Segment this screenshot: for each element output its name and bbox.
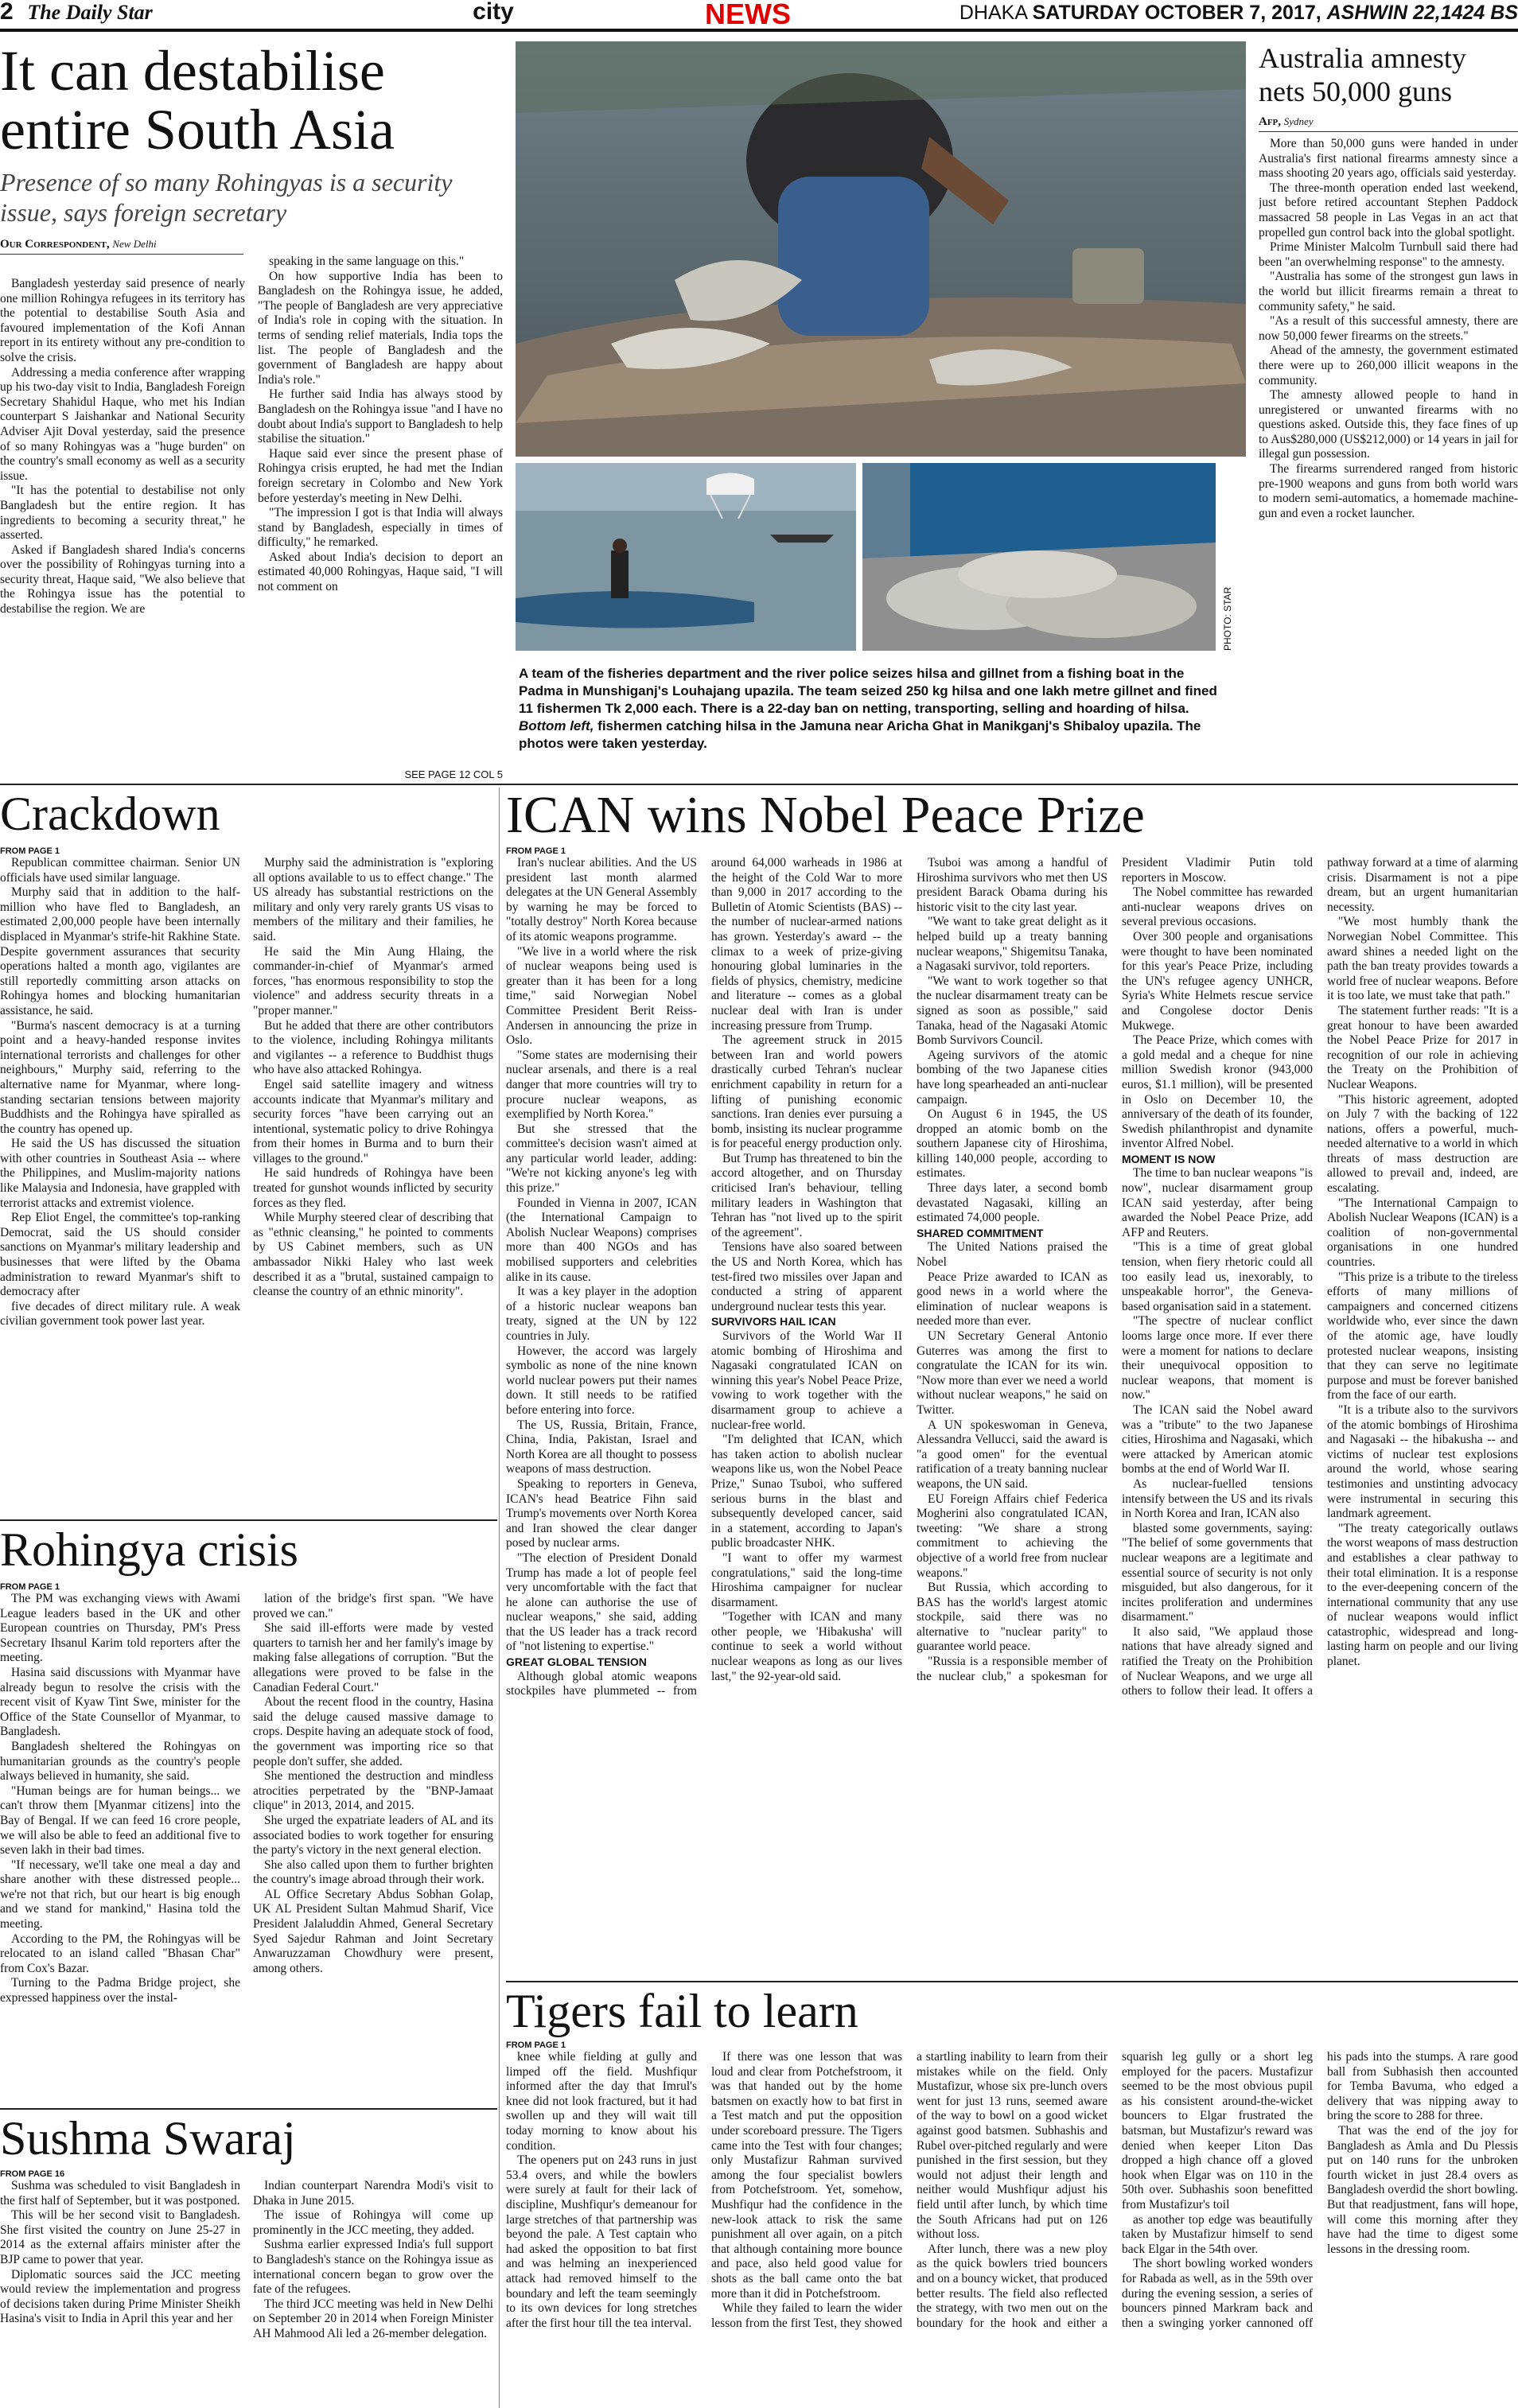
ican-paragraph: "Some states are modernising their nuclear arsenals, and there is a real danger that more countries will try to procure nuclear weapons, as exemplified by North Korea." [506, 1048, 697, 1122]
ican-paragraph: Although global atomic weapons stockpiles have plummeted -- from around 64,000 warheads in 1986 at the height of the Cold War to more than 9,000 in 2017 according to the Bulletin of Atomic Scientists (BAS) -- the number of nuclear-armed nations has grown. Yesterday's award -- the climax to a week of prize-giving honouring global luminaries in the fields of physics, chemistry, medicine and literature -- comes as a global nuclear deal with Iran is under increasing pressure from Trump. [506, 856, 902, 1698]
ican-paragraph: "The treaty categorically outlaws the worst weapons of mass destruction and establishes a clear pathway to their total elimination. It is a response to the ever-deepening concern of the international community that any use of nuclear weapons would inflict catastrophic, widespread and long-lasting harm on people and our living planet. [1327, 1521, 1518, 1669]
ican-paragraph: But Trump has threatened to bin the accord altogether, and on Thursday criticised Iran's behaviour, telling military leaders in Washington that Tehran has "not lived up to the spirit of the agreement". [711, 1151, 902, 1239]
lead-paragraph: He further said India has always stood by Bangladesh on the Rohingya issue "and I have no doubt about India's support to Bangladesh to help stabilise the situation." [258, 387, 503, 446]
ican-paragraph: The United Nations praised the Nobel [917, 1240, 1107, 1270]
ican-paragraph: The ICAN said the Nobel award was a "tribute" to the two Japanese cities, Hiroshima and Nagasaki, which were attacked by American atomic bombs at the end of World War II. [1122, 1402, 1313, 1476]
sushma-paragraph: Diplomatic sources said the JCC meeting would review the implementation and progress of decisions taken during Prime Minister Sheikh Hasina's visit to India in April this year and her [0, 2267, 240, 2326]
ican-story [506, 788, 1518, 1997]
ican-paragraph: UN Secretary General Antonio Guterres was among the first to congratulate the ICAN for its win. "Now more than ever we need a world without nuclear weapons," he said on Twitter. [917, 1329, 1107, 1417]
byline-place: New Delhi [112, 238, 157, 250]
rohingya-paragraph: According to the PM, the Rohingyas will be relocated to an island called "Bhasan Char" from Cox's Bazar. [0, 1931, 240, 1975]
ican-paragraph: "Together with ICAN and many other people, we 'Hibakusha' will continue to seek a world without nuclear weapons as long as our lives last," the 92-year-old said. [711, 1610, 902, 1683]
ican-paragraph: However, the accord was largely symbolic as none of the nine known world nuclear powers put their names down. It still needs to be ratified before entering into force. [506, 1344, 697, 1417]
lead-paragraph: Asked about India's decision to deport an estimated 40,000 Rohingyas, Haque said, "I will not comment on [258, 550, 503, 594]
tigers-paragraph: After lunch, there was a new ploy as the quick bowlers tried bouncers and on a bouncy wicket, that produced better results. The field also reflected the strategy, with two men out on the boundary for the hook and either a squarish leg gully or a short leg employed for the pacers. Mustafizur seemed to be the most obvious pupil as his consistent around-the-wicket bouncers to Elgar frustrated the batsman, but Mustafizur's reward was denied when keeper Liton Das dropped a high chance off a gloved hook when Elgar was on 110 in the 50th over. Subhashis soon benefitted from Mustafizur's toil [917, 2050, 1313, 2330]
rohingya-paragraph: She said ill-efforts were made by vested quarters to tarnish her and her family's image by making false allegations of corruption. "But the allegations were proved to be false in the Canadian Federal Court." [253, 1621, 493, 1694]
ican-paragraph: But she stressed that the committee's decision wasn't aimed at any particular world leader, adding: "We're not kicking anyone's leg with this prize." [506, 1122, 697, 1196]
ican-paragraph: It was a key player in the adoption of a historic nuclear weapons ban treaty, signed at the UN by 122 countries in July. [506, 1285, 697, 1343]
ican-paragraph: GREAT GLOBAL TENSION [506, 1655, 647, 1669]
ican-paragraph: It also said, "We applaud those nations that have already signed and ratified the Treaty on the Prohibition of Nuclear Weapons, and we urge all others to follow their lead. It offers a pathway forward at a time of alarming crisis. Disarmament is not a pipe dream, but an urgent humanitarian necessity. [1122, 856, 1518, 1698]
crackdown-from: FROM PAGE 1 [0, 846, 60, 856]
rohingya-paragraph: Bangladesh sheltered the Rohingyas on humanitarian grounds as the country's people always believed in humanity, she said. [0, 1739, 240, 1784]
crackdown-paragraph: five decades of direct military rule. A weak civilian government took power last year. [0, 1299, 240, 1328]
byline-author: Our Correspondent, [0, 238, 110, 251]
ican-paragraph: On August 6 in 1945, the US dropped an atomic bomb on the southern Japanese city of Hiroshima, killing 140,000 people, according to estimates. [917, 1107, 1107, 1181]
photo-block [516, 41, 1246, 796]
rohingya-paragraph: She urged the expatriate leaders of AL and its associated bodies to work together for ensuring the party's victory in the next general election. [253, 1813, 493, 1858]
lead-byline [0, 237, 243, 255]
australia-body [1259, 137, 1518, 789]
ican-paragraph: Tsuboi was among a handful of Hiroshima survivors who met then US president Barack Obama during his historic visit to the city last year. [917, 856, 1107, 914]
ican-body [506, 856, 1518, 1986]
ican-paragraph: blasted some governments, saying: "The belief of some governments that nuclear weapons are a legitimate and essential source of security is not only misguided, but also dangerous, for it incites proliferation and undermines disarmament." [1122, 1521, 1313, 1624]
divider-1 [0, 784, 1518, 785]
crackdown-paragraph: But he added that there are other contributors to the violence, including Rohingya militants and vigilantes -- a reference to Buddhist thugs who have also attacked Rohingya. [253, 1018, 493, 1077]
crackdown-paragraph: Murphy said the administration is "exploring all options available to us to effect change." The US already has substantial restrictions on the military and only very rarely grants US visas to members of the military and their families, he said. [253, 856, 493, 943]
australia-paragraph: "Australia has some of the strongest gun laws in the world but illicit firearms remain a threat to community safety," he said. [1259, 270, 1518, 313]
ican-paragraph: "The election of President Donald Trump has made a lot of people feel very uncomfortable with the fact that he alone can authorise the use of nuclear weapons," she said, adding that the US leader has a track record of "not listening to expertise." [506, 1550, 697, 1654]
tigers-paragraph: If there was one lesson that was loud and clear from Potchefstroom, it was that handed out by the home batsmen on exactly how to bat first in a Test match and put the opposition under scoreboard pressure. The Tigers came into the Test with four changes; only Mustafizur Rahman survived among the four specialist bowlers from Potchefstroom. Yet, somehow, Mushfiqur had the confidence in the new-look attack to risk the same punishment all over again, on a pitch that although containing more bounce and pace, also held good value for shots as the ball came onto the bat more than it did in Potchefstroom. [711, 2050, 902, 2301]
rohingya-headline[interactable]: Rohingya crisis [0, 1523, 298, 1576]
ican-from: FROM PAGE 1 [506, 846, 566, 856]
ican-paragraph: The statement further reads: "It is a great honour to have been awarded the Nobel Peace Prize for 2017 in recognition of our role in achieving the Treaty on the Prohibition of Nuclear Weapons. [1327, 1003, 1518, 1091]
ican-paragraph: As nuclear-fuelled tensions intensify between the US and its rivals in North Korea and Iran, ICAN also [1122, 1476, 1313, 1521]
ican-paragraph: "We want to take great delight as it helped build up a treaty banning nuclear weapons," Shigemitsu Tanaka, a Nagasaki survivor, told reporters. [917, 915, 1107, 974]
ican-paragraph: Survivors of the World War II atomic bombing of Hiroshima and Nagasaki congratulated ICAN on winning this year's Nobel Peace Prize, vowing to work together with the disarmament group to achieve a nuclear-free world. [711, 1329, 902, 1432]
rohingya-paragraph: Hasina said discussions with Myanmar have already begun to resolve the crisis with the recent visit of Kyaw Tint Swe, minister for the Office of the State Counsellor of Myanmar, to Bangladesh. [0, 1665, 240, 1739]
crackdown-paragraph: Murphy said that in addition to the half-million who have fled to Bangladesh, an estimated 2,00,000 people have been internally displaced in Myanmar's strife-hit Rakhine State. Despite government assurances that security operations halted a month ago, vigilantes are still reportedly committing arson attacks on Rohingya homes and blocking humanitarian assistance, he said. [0, 885, 240, 1017]
sushma-paragraph: The issue of Rohingya will come up prominently in the JCC meeting, they added. [253, 2208, 493, 2237]
ican-paragraph: The agreement struck in 2015 between Iran and world powers drastically curbed Tehran's nuclear enrichment capability in return for a lifting of punishing economic sanctions. Iran denies ever pursuing a bomb, insisting its nuclear programme is for peaceful energy production only. [711, 1033, 902, 1151]
tigers-paragraph: While they failed to learn the wider lesson from the first Test, they showed a startling inability to learn from their mistakes while on the field. Only Mustafizur, whose six pre-lunch overs went for just 13 runs, seemed aware of the way to bowl on a good wicket against good batsmen. Subhashis and Rubel over-pitched regularly and were punished in the first session, but they would not adjust their length and neither would Mushfiqur adjust his field until after lunch, by which time the South Africans had put on 126 without loss. [711, 2050, 1107, 2330]
ican-paragraph: "The spectre of nuclear conflict looms large once more. If ever there were a moment for nations to declare their unequivocal opposition to nuclear weapons, that moment is now." [1122, 1314, 1313, 1402]
australia-paragraph: The amnesty allowed people to hand in unregistered or unwanted firearms with no questions asked. Outside this, they face fines of up to Aus$280,000 (US$212,000) or 14 years in jail for illegal gun possession. [1259, 388, 1518, 461]
photo-credit: PHOTO: STAR [1222, 586, 1233, 651]
crackdown-paragraph: He said the Min Aung Hlaing, the commander-in-chief of Myanmar's armed forces, "has enormous responsibility to stop the violence" and address security threats in a "proper manner." [253, 944, 493, 1017]
sushma-paragraph: This will be her second visit to Bangladesh. She first visited the country on June 25-27 in 2014 as the external affairs minister after the BJP came to power that year. [0, 2208, 240, 2266]
ican-paragraph: "This is a time of great global tension, when fiery rhetoric could all too easily lead us, inexorably, to unspeakable horror", the Geneva-based organisation said in a statement. [1122, 1240, 1313, 1313]
tigers-paragraph: as another top edge was beautifully taken by Mustafizur himself to send back Elgar in the 54th over. [1122, 2212, 1313, 2256]
crackdown-paragraph: While Murphy steered clear of describing that as "ethnic cleansing," he pointed to comments by US Cabinet members, such as UN ambassador Nikki Haley who last week described it as a "brutal, sustained campaign to cleanse the country of an ethnic minority". [253, 1211, 493, 1299]
ican-paragraph: "I'm delighted that ICAN, which has taken action to abolish nuclear weapons like us, won the Nobel Peace Prize," Sunao Tsuboi, who suffered serious burns in the blast and subsequently developed cancer, said in a statement, according to Japan's public broadcaster NHK. [711, 1433, 902, 1550]
rohingya-story [0, 1523, 493, 2104]
ican-paragraph: "The International Campaign to Abolish Nuclear Weapons (ICAN) is a coalition of non-governmental organisations in one hundred countries. [1327, 1196, 1518, 1270]
page-header-left [0, 0, 716, 24]
ican-paragraph: The Peace Prize, which comes with a gold medal and a cheque for nine million Swedish kronor (943,000 euros, $1.1 million), will be presented in Oslo on December 10, the anniversary of the death of its founder, Swedish philanthropist and dynamite inventor Alfred Nobel. [1122, 1033, 1313, 1151]
rohingya-paragraph: "If necessary, we'll take one meal a day and share another with these distressed people... we're not that rich, but our heart is big enough and we stand for mankind," Hasina told the meeting. [0, 1858, 240, 1931]
ican-paragraph: The US, Russia, Britain, France, China, India, Pakistan, Israel and North Korea are all thought to possess weapons of mass destruction. [506, 1418, 697, 1476]
ican-paragraph: "Russia is a responsible member of the nuclear club," a spokesman for President Vladimir Putin told reporters in Moscow. [917, 856, 1313, 1683]
ican-paragraph: "We most humbly thank the Norwegian Nobel Committee. This award shines a needed light on the path the ban treaty provides towards a world free of nuclear weapons. Before it is too late, we must take that path." [1327, 915, 1518, 1003]
seized-hilsa-image [862, 463, 1216, 651]
lead-paragraph: On how supportive India has been to Bangladesh on the Rohingya issue, he added, "The people of Bangladesh are very appreciative of India's role in coping with the situation. In terms of sending relief materials, India tops the list. The people of Bangladesh and the government of Bangladesh are happy about India's role." [258, 269, 503, 387]
ican-paragraph: SURVIVORS HAIL ICAN [711, 1315, 836, 1328]
lead-col-1 [0, 277, 245, 781]
sushma-paragraph: The third JCC meeting was held in New Delhi on September 20 in 2014 when Foreign Minister AH Mahmood Ali led a 26-member delegation. [253, 2297, 493, 2340]
tigers-from: FROM PAGE 1 [506, 2040, 566, 2050]
australia-paragraph: The firearms surrendered ranged from historic pre-1900 weapons and guns from both world wars to modern semi-automatics, a homemade machine-gun and even a rocket launcher. [1259, 462, 1518, 520]
tigers-paragraph: That was the end of the joy for Bangladesh as Amla and Du Plessis put on 140 runs for the unbroken fourth wicket in just 28.4 overs as Bangladesh overdid the short bowling. But that readjustment, fans will hope, will come this morning after they have had the time to digest some lessons in the dressing room. [1327, 2123, 1518, 2256]
sushma-paragraph: Sushma earlier expressed India's full support to Bangladesh's stance on the Rohingya issue as international concern began to grow over the fate of the refugees. [253, 2238, 493, 2297]
sushma-paragraph: Indian counterpart Narendra Modi's visit to Dhaka in June 2015. [253, 2179, 493, 2208]
divider-4 [506, 1981, 1518, 1982]
lead-deck: Presence of so many Rohingyas is a security issue, says foreign secretary [0, 168, 453, 227]
crackdown-paragraph: He said hundreds of Rohingya have been treated for gunshot wounds inflicted by security forces as they fled. [253, 1166, 493, 1210]
ican-paragraph: Three days later, a second bomb devastated Nagasaki, killing an estimated 74,000 people. [917, 1181, 1107, 1225]
rohingya-paragraph: About the recent flood in the country, Hasina said the deluge caused massive damage to crops. Despite having an adequate stock of food, the government was importing rice so that people don't suffer, she added. [253, 1695, 493, 1768]
ican-paragraph: EU Foreign Affairs chief Federica Mogherini also congratulated ICAN, tweeting: "We share a strong commitment to achieving the objective of a world free from nuclear weapons." [917, 1492, 1107, 1580]
australia-byline [1259, 115, 1518, 132]
crackdown-paragraph: He said the US has discussed the situation with other countries in Southeast Asia -- where the Philippines, and Muslim-majority nations like Malaysia and Indonesia, have grappled with terrorist attacks and extremist violence. [0, 1137, 240, 1210]
sushma-body [0, 2179, 493, 2402]
tigers-headline[interactable]: Tigers fail to learn [506, 1985, 858, 2037]
rohingya-paragraph: "Human beings are for human beings... we can't throw them [Myanmar citizens] into the Bay of Bengal. If we can feed 16 crore people, we will also be able to feed an additional five to seven lakh in their bad times. [0, 1784, 240, 1858]
rohingya-paragraph: The PM was exchanging views with Awami League leaders based in the UK and other European countries on Thursday, PM's Press Secretary Ihsanul Karim told reporters after the meeting. [0, 1592, 240, 1665]
ican-paragraph: Ageing survivors of the atomic bombing of the two Japanese cities have long spearheaded an anti-nuclear campaign. [917, 1048, 1107, 1107]
crackdown-paragraph: Rep Eliot Engel, the committee's top-ranking Democrat, said the US should consider sanctions on Myanmar's military leadership and businesses that were lifted by the Obama administration to reward Myanmar's shift to democracy after [0, 1211, 240, 1299]
crackdown-story [0, 788, 493, 1519]
ican-paragraph: Over 300 people and organisations were thought to have been nominated for this year's Peace Prize, including the UN's refugee agency UNHCR, Syria's White Helmets rescue service and Congolese doctor Denis Mukwege. [1122, 929, 1313, 1033]
paper-name: The Daily Star [27, 1, 153, 24]
page-number: 2 [0, 0, 14, 24]
river-fishing-image [516, 463, 856, 651]
ican-paragraph: "We live in a world where the risk of nuclear weapons being used is greater than it has been for a long time," said Norwegian Nobel Committee President Berit Reiss-Andersen in announcing the prize in Oslo. [506, 944, 697, 1048]
header-rule [0, 29, 1518, 32]
ican-headline[interactable]: ICAN wins Nobel Peace Prize [506, 788, 1145, 844]
rohingya-paragraph: lation of the bridge's first span. "We have proved we can." [253, 1592, 493, 1620]
rohingya-paragraph: AL Office Secretary Abdus Sobhan Golap, UK AL President Sultan Mahmud Sharif, Vice President Jalaluddin Ahmed, General Secretary Syed Sajedur Rahman and Joint Secretary Anwaruzzaman Chowdhury were present, among others. [253, 1887, 493, 1975]
lead-col-2 [258, 255, 503, 781]
ican-paragraph: Tensions have also soared between the US and North Korea, which has test-fired two missiles over Japan and conducted a string of apparent underground nuclear tests this year. [711, 1240, 902, 1313]
lead-paragraph: Haque said ever since the present phase of Rohingya crisis erupted, he had met the Indian foreign secretary in Colombo and New York before yesterday's meeting in New Delhi. [258, 446, 503, 505]
lead-paragraph: Addressing a media conference after wrapping up his two-day visit to India, Bangladesh Foreign Secretary Shahidul Haque, who met his Indian counterpart S Jaishankar and National Security Adviser Ajit Doval yesterday, said the presence of so many Rohingyas was a "huge burden" on the country's small economy as well as a security issue. [0, 365, 245, 483]
australia-paragraph: The three-month operation ended last weekend, just before retired accountant Stephen Paddock massacred 58 people in Las Vegas in an act that propelled gun control back into the global spotlight. [1259, 181, 1518, 239]
lead-paragraph: "It has the potential to destabilise not only Bangladesh but the entire region. It has ingredients to becoming a security threat," he asserted. [0, 484, 245, 543]
bottom-left-photo [516, 463, 856, 651]
section-label: city [473, 0, 514, 24]
caption-tail: fishermen catching hilsa in the Jamuna near Aricha Ghat in Manikganj's Shibaloy upazila. The photos were taken yesterday. [519, 718, 1201, 751]
crackdown-paragraph: Republican committee chairman. Senior UN officials have used similar language. [0, 856, 240, 885]
category-label: NEWS [705, 0, 791, 29]
crackdown-body [0, 856, 493, 1492]
ican-paragraph: Iran's nuclear abilities. And the US president last month alarmed delegates at the UN General Assembly by warning he may be forced to "totally destroy" North Korea because of its atomic weapons programme. [506, 856, 697, 943]
fishermen-boat-image [516, 41, 1246, 457]
lead-paragraph: Bangladesh yesterday said presence of nearly one million Rohingya refugees in its territory has the potential to destabilise South Asia and favoured implementation of the Kofi Annan report in its entirety without any pre-condition to solve the crisis. [0, 277, 245, 364]
sushma-paragraph: Sushma was scheduled to visit Bangladesh in the first half of September, but it was postponed. [0, 2179, 240, 2208]
main-photo [516, 41, 1246, 457]
tigers-paragraph: The short bowling worked wonders for Rabada as well, as in the 59th over during the evening session, a series of bouncers pinned Markram back and then a swinging yorker cannoned off his pads into the stumps. A rare good ball from Subhasish then accounted for Temba Bavuma, who edged a delivery that was nipping away to bring the score to 288 for three. [1122, 2050, 1518, 2330]
rohingya-paragraph: She mentioned the destruction and mindless atrocities perpetrated by the "BNP-Jamaat clique" in 2013, 2014, and 2015. [253, 1769, 493, 1813]
ican-paragraph: Founded in Vienna in 2007, ICAN (the International Campaign to Abolish Nuclear Weapons) comprises more than 400 NGOs and has mobilised supporters and celebrities alike in its cause. [506, 1196, 697, 1284]
rohingya-paragraph: She also called upon them to further brighten the country's image abroad through their work. [253, 1858, 493, 1887]
rohingya-body [0, 1592, 493, 2101]
tigers-paragraph: The openers put on 243 runs in just 53.4 overs, and while the bowlers were surely at fault for their lack of discipline, Mushfiqur's demeanour for large stretches of that partnership was beyond the pale. A Test captain who had asked the opposition to bat first and was helming an inexperienced attack had removed himself to the boundary and left the team seemingly to its own devices for long stretches after the first hour till the tea interval. [506, 2153, 697, 2330]
caption-main: A team of the fisheries department and the river police seizes hilsa and gillnet from a fishing boat in the Padma in Munshiganj's Louhajang upazila. The team seized 250 kg hilsa and one lakh metre gillnet and fined 11 fishermen Tk 2,000 each. There is a 22-day ban on netting, transporting, selling and hoarding of hilsa. [519, 666, 1217, 716]
caption-italic: Bottom left, [519, 718, 594, 733]
lead-headline[interactable]: It can destabilise entire South Asia [0, 41, 395, 161]
australia-byline-place: Sydney [1283, 115, 1314, 127]
dateline-place: DHAKA [959, 2, 1027, 24]
ican-paragraph: MOMENT IS NOW [1122, 1152, 1216, 1165]
divider-2 [0, 1519, 497, 1521]
tigers-paragraph: knee while fielding at gully and limped off the field. Mushfiqur informed after the day that Imrul's knee did not look fractured, but it had swollen up and they will wait till today morning to know about his condition. [506, 2050, 697, 2153]
sushma-headline[interactable]: Sushma Swaraj [0, 2112, 296, 2165]
australia-paragraph: Prime Minister Malcolm Turnbull said there had been "an overwhelming response" to the amnesty. [1259, 240, 1518, 269]
australia-story [1259, 41, 1518, 789]
lead-paragraph: Asked if Bangladesh shared India's concerns over the possibility of Rohingyas turning into a security threat, Haque said, "We also believe that the Rohingya issue has the potential to destabilise the region. We are [0, 543, 245, 617]
dateline-bangla: ASHWIN 22,1424 BS [1326, 2, 1518, 24]
rohingya-from: FROM PAGE 1 [0, 1582, 60, 1592]
tigers-story [506, 1985, 1518, 2408]
ican-paragraph: SHARED COMMITMENT [917, 1226, 1044, 1239]
sushma-story [0, 2112, 493, 2408]
lead-paragraph: "The impression I got is that India will always stand by Bangladesh, especially in times of difficulty," he remarked. [258, 506, 503, 550]
ican-paragraph: A UN spokeswoman in Geneva, Alessandra Vellucci, said the award is "a good omen" for the eventual ratification of a treaty banning nuclear weapons, the UN said. [917, 1418, 1107, 1491]
ican-paragraph: "It is a tribute also to the survivors of the atomic bombings of Hiroshima and Nagasaki -- the hibakusha -- and victims of nuclear test explosions around the world, whose searing testimonies and unstinting advocacy were instrumental in securing this landmark agreement. [1327, 1402, 1518, 1521]
rohingya-paragraph: Turning to the Padma Bridge project, she expressed happiness over the instal- [0, 1976, 240, 2005]
ican-paragraph: The Nobel committee has rewarded anti-nuclear weapons drives on several previous occasions. [1122, 885, 1313, 929]
bottom-right-photo [862, 463, 1216, 651]
dateline-date: SATURDAY OCTOBER 7, 2017, [1032, 2, 1321, 24]
ican-paragraph: "We want to work together so that the nuclear disarmament treaty can be signed as soon as possible," said Tanaka, head of the Nagasaki Atomic Bomb Survivors Council. [917, 974, 1107, 1048]
sushma-from: FROM PAGE 16 [0, 2169, 65, 2179]
australia-headline[interactable]: Australia amnesty nets 50,000 guns [1259, 42, 1466, 107]
australia-paragraph: More than 50,000 guns were handed in under Australia's first national firearms amnesty since a mass shooting 20 years ago, officials said yesterday. [1259, 137, 1518, 181]
australia-paragraph: "As a result of this successful amnesty, there are now 50,000 fewer firearms on the streets." [1259, 314, 1518, 343]
photo-caption [519, 665, 1219, 784]
tigers-body [506, 2050, 1518, 2400]
lead-story [0, 41, 505, 781]
ican-paragraph: But Russia, which according to BAS has the world's largest atomic stockpile, said there was no alternative to "nuclear parity" to guarantee world peace. [917, 1581, 1107, 1654]
see-page-jump[interactable]: SEE PAGE 12 COL 5 [404, 768, 503, 780]
lead-paragraph: speaking in the same language on this." [269, 255, 465, 268]
crackdown-paragraph: "Burma's nascent democracy is at a turning point and a heavy-handed response invites international terrorists and challenges for other neighbours," Murphy said, referring to the alternative name for Myanmar, where long-standing sectarian tensions between majority Buddhists and the Rohingya have spiralled as the country has opened up. [0, 1018, 240, 1136]
dateline [899, 0, 1518, 25]
ican-paragraph: Peace Prize awarded to ICAN as good news in a world where the elimination of nuclear weapons is needed more than ever. [917, 1270, 1107, 1328]
crackdown-paragraph: Engel said satellite imagery and witness accounts indicate that Myanmar's military and security forces "have been carrying out an intentional, systematic policy to drive Rohingya from their homes in Burma and to burn their villages to the ground." [253, 1077, 493, 1165]
ican-paragraph: "This historic agreement, adopted on July 7 with the backing of 122 nations, offers a powerful, much-needed alternative to a world in which threats of mass destruction are allowed to prevail and, indeed, are escalating. [1327, 1092, 1518, 1196]
crackdown-headline[interactable]: Crackdown [0, 788, 220, 840]
australia-paragraph: Ahead of the amnesty, the government estimated there were up to 260,000 illicit weapons in the community. [1259, 344, 1518, 387]
ican-paragraph: "This prize is a tribute to the tireless efforts of many millions of campaigners and concerned citizens worldwide who, ever since the dawn of the atomic age, have loudly protested nuclear weapons, insisting that they can serve no legitimate purpose and must be forever banished from the face of our earth. [1327, 1270, 1518, 1402]
australia-byline-author: Afp, [1259, 115, 1282, 128]
vertical-rule [499, 788, 500, 2408]
ican-paragraph: Speaking to reporters in Geneva, ICAN's head Beatrice Fihn said Trump's movements over North Korea and Iran showed the clear danger posed by nuclear arms. [506, 1476, 697, 1550]
ican-paragraph: "I want to offer my warmest congratulations," said the long-time Hiroshima campaigner for nuclear disarmament. [711, 1550, 902, 1609]
divider-3 [0, 2108, 497, 2110]
ican-paragraph: The time to ban nuclear weapons "is now", nuclear disarmament group ICAN said yesterday, after being awarded the Nobel Peace Prize, add AFP and Reuters. [1122, 1166, 1313, 1239]
